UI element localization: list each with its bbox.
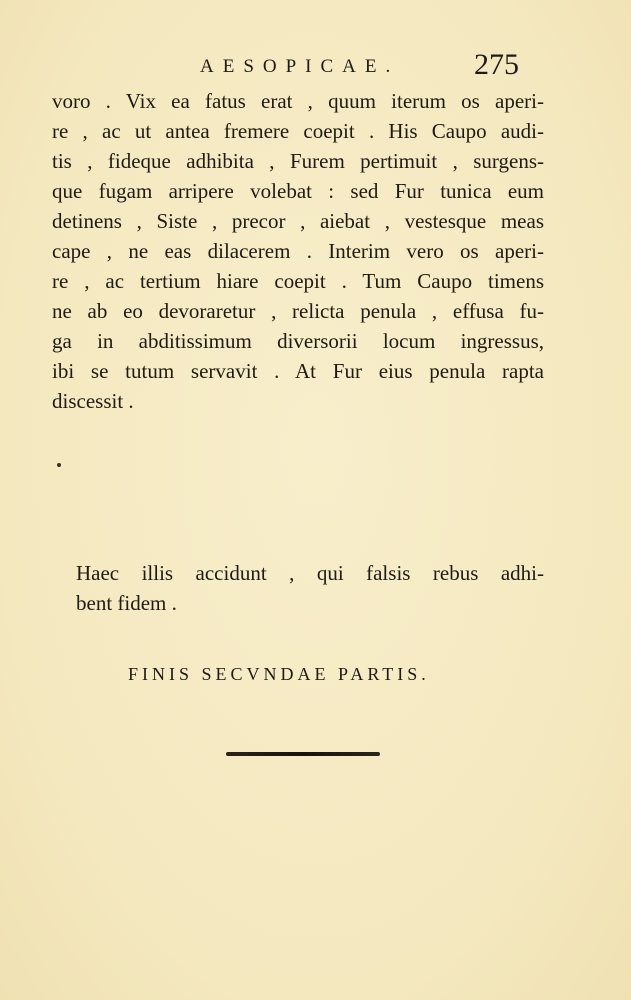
moral-line: Haec illis accidunt , qui falsis rebus adhi- — [76, 561, 544, 585]
text-line: que fugam arripere volebat : sed Fur tunica eum — [52, 179, 544, 203]
show-through-mark — [120, 492, 160, 502]
closing-title: FINIS SECVNDAE PARTIS. — [128, 664, 430, 684]
text-line: ne ab eo devoraretur , relicta penula , effusa fu- — [52, 299, 544, 323]
text-line: cape , ne eas dilacerem . Interim vero os aperi- — [52, 239, 544, 263]
text-line: re , ac ut antea fremere coepit . His Caupo audi- — [52, 119, 544, 143]
ornamental-rule — [226, 752, 380, 756]
ink-speck — [57, 463, 61, 467]
page-number: 275 — [474, 48, 519, 81]
text-line-last: discessit . — [52, 389, 134, 413]
running-head: AESOPICAE. — [200, 56, 400, 77]
moral-line-last: bent fidem . — [76, 591, 177, 615]
text-line: re , ac tertium hiare coepit . Tum Caupo timens — [52, 269, 544, 293]
text-line: ga in abditissimum diversorii locum ingressus, — [52, 329, 544, 353]
text-line: detinens , Siste , precor , aiebat , vestesque meas — [52, 209, 544, 233]
text-line: tis , fideque adhibita , Furem pertimuit , surgens- — [52, 149, 544, 173]
text-line: ibi se tutum servavit . At Fur eius penula rapta — [52, 359, 544, 383]
text-line: voro . Vix ea fatus erat , quum iterum os aperi- — [52, 89, 544, 113]
